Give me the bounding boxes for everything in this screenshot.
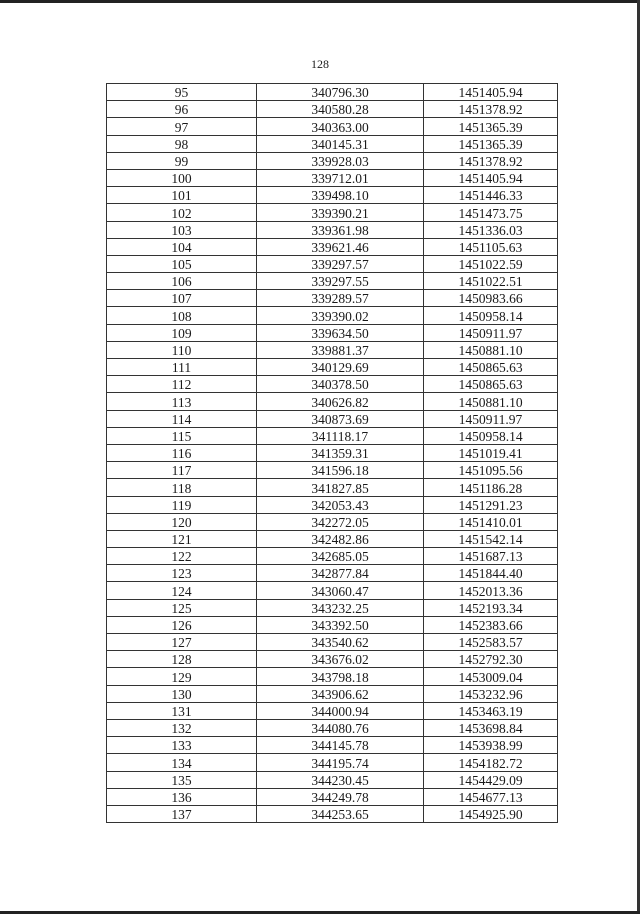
table-row — [107, 238, 558, 255]
table-row — [107, 754, 558, 771]
y-coordinate-cell: 1451378.92 — [424, 152, 558, 169]
x-coordinate-cell: 340626.82 — [257, 393, 424, 410]
table-row — [107, 685, 558, 702]
x-coordinate-cell: 339712.01 — [257, 169, 424, 186]
x-coordinate-cell: 344253.65 — [257, 805, 424, 822]
y-coordinate-cell: 1452193.34 — [424, 599, 558, 616]
x-coordinate-cell: 344249.78 — [257, 788, 424, 805]
y-coordinate-cell: 1450983.66 — [424, 290, 558, 307]
point-number-cell: 126 — [107, 616, 257, 633]
x-coordinate-cell: 340580.28 — [257, 101, 424, 118]
y-coordinate-cell: 1450911.97 — [424, 324, 558, 341]
x-coordinate-cell: 339390.02 — [257, 307, 424, 324]
table-row — [107, 341, 558, 358]
y-coordinate-cell: 1451291.23 — [424, 496, 558, 513]
x-coordinate-cell: 340873.69 — [257, 410, 424, 427]
x-coordinate-cell: 339289.57 — [257, 290, 424, 307]
table-row — [107, 668, 558, 685]
point-number-cell: 127 — [107, 634, 257, 651]
x-coordinate-cell: 341118.17 — [257, 427, 424, 444]
y-coordinate-cell: 1451446.33 — [424, 187, 558, 204]
x-coordinate-cell: 343676.02 — [257, 651, 424, 668]
y-coordinate-cell: 1451542.14 — [424, 530, 558, 547]
table-row — [107, 290, 558, 307]
y-coordinate-cell: 1450865.63 — [424, 376, 558, 393]
y-coordinate-cell: 1451844.40 — [424, 565, 558, 582]
x-coordinate-cell: 344145.78 — [257, 737, 424, 754]
y-coordinate-cell: 1453009.04 — [424, 668, 558, 685]
x-coordinate-cell: 342877.84 — [257, 565, 424, 582]
y-coordinate-cell: 1450958.14 — [424, 307, 558, 324]
y-coordinate-cell: 1451022.59 — [424, 255, 558, 272]
point-number-cell: 123 — [107, 565, 257, 582]
x-coordinate-cell: 342053.43 — [257, 496, 424, 513]
table-row — [107, 135, 558, 152]
table-row — [107, 805, 558, 822]
point-number-cell: 112 — [107, 376, 257, 393]
point-number-cell: 98 — [107, 135, 257, 152]
table-row — [107, 771, 558, 788]
table-row — [107, 548, 558, 565]
table-row — [107, 479, 558, 496]
x-coordinate-cell: 339361.98 — [257, 221, 424, 238]
point-number-cell: 111 — [107, 359, 257, 376]
point-number-cell: 106 — [107, 273, 257, 290]
table-row — [107, 719, 558, 736]
point-number-cell: 121 — [107, 530, 257, 547]
y-coordinate-cell: 1452583.57 — [424, 634, 558, 651]
point-number-cell: 134 — [107, 754, 257, 771]
y-coordinate-cell: 1451336.03 — [424, 221, 558, 238]
point-number-cell: 124 — [107, 582, 257, 599]
point-number-cell: 122 — [107, 548, 257, 565]
point-number-cell: 104 — [107, 238, 257, 255]
x-coordinate-cell: 340363.00 — [257, 118, 424, 135]
table-row — [107, 221, 558, 238]
point-number-cell: 108 — [107, 307, 257, 324]
y-coordinate-cell: 1451022.51 — [424, 273, 558, 290]
x-coordinate-cell: 343540.62 — [257, 634, 424, 651]
table-row — [107, 496, 558, 513]
x-coordinate-cell: 340796.30 — [257, 84, 424, 101]
x-coordinate-cell: 340129.69 — [257, 359, 424, 376]
table-row — [107, 565, 558, 582]
table-row — [107, 204, 558, 221]
table-row — [107, 101, 558, 118]
point-number-cell: 97 — [107, 118, 257, 135]
x-coordinate-cell: 339881.37 — [257, 341, 424, 358]
point-number-cell: 96 — [107, 101, 257, 118]
point-number-cell: 128 — [107, 651, 257, 668]
x-coordinate-cell: 343060.47 — [257, 582, 424, 599]
y-coordinate-cell: 1451365.39 — [424, 135, 558, 152]
x-coordinate-cell: 339297.55 — [257, 273, 424, 290]
y-coordinate-cell: 1450958.14 — [424, 427, 558, 444]
point-number-cell: 125 — [107, 599, 257, 616]
y-coordinate-cell: 1451019.41 — [424, 444, 558, 461]
x-coordinate-cell: 339390.21 — [257, 204, 424, 221]
page-number: 128 — [311, 57, 329, 71]
point-number-cell: 101 — [107, 187, 257, 204]
table-row — [107, 376, 558, 393]
y-coordinate-cell: 1450881.10 — [424, 393, 558, 410]
y-coordinate-cell: 1451410.01 — [424, 513, 558, 530]
point-number-cell: 120 — [107, 513, 257, 530]
y-coordinate-cell: 1451473.75 — [424, 204, 558, 221]
x-coordinate-cell: 344080.76 — [257, 719, 424, 736]
y-coordinate-cell: 1451095.56 — [424, 462, 558, 479]
point-number-cell: 136 — [107, 788, 257, 805]
point-number-cell: 95 — [107, 84, 257, 101]
coordinate-table — [106, 83, 558, 823]
y-coordinate-cell: 1450911.97 — [424, 410, 558, 427]
point-number-cell: 115 — [107, 427, 257, 444]
table-row — [107, 273, 558, 290]
table-row — [107, 530, 558, 547]
point-number-cell: 103 — [107, 221, 257, 238]
y-coordinate-cell: 1452792.30 — [424, 651, 558, 668]
table-row — [107, 393, 558, 410]
table-row — [107, 307, 558, 324]
y-coordinate-cell: 1453938.99 — [424, 737, 558, 754]
x-coordinate-cell: 341359.31 — [257, 444, 424, 461]
point-number-cell: 132 — [107, 719, 257, 736]
y-coordinate-cell: 1452013.36 — [424, 582, 558, 599]
y-coordinate-cell: 1451378.92 — [424, 101, 558, 118]
y-coordinate-cell: 1450865.63 — [424, 359, 558, 376]
x-coordinate-cell: 340145.31 — [257, 135, 424, 152]
table-row — [107, 462, 558, 479]
y-coordinate-cell: 1453463.19 — [424, 702, 558, 719]
table-row — [107, 118, 558, 135]
point-number-cell: 130 — [107, 685, 257, 702]
y-coordinate-cell: 1451687.13 — [424, 548, 558, 565]
table-row — [107, 84, 558, 101]
y-coordinate-cell: 1454677.13 — [424, 788, 558, 805]
table-row — [107, 324, 558, 341]
table-row — [107, 444, 558, 461]
x-coordinate-cell: 339297.57 — [257, 255, 424, 272]
y-coordinate-cell: 1451365.39 — [424, 118, 558, 135]
point-number-cell: 119 — [107, 496, 257, 513]
x-coordinate-cell: 341827.85 — [257, 479, 424, 496]
point-number-cell: 118 — [107, 479, 257, 496]
y-coordinate-cell: 1450881.10 — [424, 341, 558, 358]
y-coordinate-cell: 1451105.63 — [424, 238, 558, 255]
table-row — [107, 582, 558, 599]
table-row — [107, 513, 558, 530]
table-row — [107, 410, 558, 427]
x-coordinate-cell: 343798.18 — [257, 668, 424, 685]
table-row — [107, 702, 558, 719]
table-row — [107, 651, 558, 668]
y-coordinate-cell: 1451186.28 — [424, 479, 558, 496]
x-coordinate-cell: 342272.05 — [257, 513, 424, 530]
y-coordinate-cell: 1453698.84 — [424, 719, 558, 736]
x-coordinate-cell: 339928.03 — [257, 152, 424, 169]
table-row — [107, 169, 558, 186]
x-coordinate-cell: 343232.25 — [257, 599, 424, 616]
y-coordinate-cell: 1454925.90 — [424, 805, 558, 822]
point-number-cell: 129 — [107, 668, 257, 685]
table-row — [107, 152, 558, 169]
table-row — [107, 788, 558, 805]
point-number-cell: 99 — [107, 152, 257, 169]
x-coordinate-cell: 342685.05 — [257, 548, 424, 565]
point-number-cell: 137 — [107, 805, 257, 822]
x-coordinate-cell: 339621.46 — [257, 238, 424, 255]
table-row — [107, 187, 558, 204]
table-row — [107, 255, 558, 272]
table-row — [107, 599, 558, 616]
point-number-cell: 107 — [107, 290, 257, 307]
y-coordinate-cell: 1454182.72 — [424, 754, 558, 771]
x-coordinate-cell: 342482.86 — [257, 530, 424, 547]
y-coordinate-cell: 1451405.94 — [424, 169, 558, 186]
scan-top-edge — [0, 0, 640, 3]
coordinate-table-body — [107, 84, 558, 823]
x-coordinate-cell: 344000.94 — [257, 702, 424, 719]
point-number-cell: 131 — [107, 702, 257, 719]
x-coordinate-cell: 340378.50 — [257, 376, 424, 393]
point-number-cell: 116 — [107, 444, 257, 461]
x-coordinate-cell: 339634.50 — [257, 324, 424, 341]
y-coordinate-cell: 1453232.96 — [424, 685, 558, 702]
point-number-cell: 113 — [107, 393, 257, 410]
point-number-cell: 117 — [107, 462, 257, 479]
y-coordinate-cell: 1451405.94 — [424, 84, 558, 101]
table-row — [107, 359, 558, 376]
point-number-cell: 133 — [107, 737, 257, 754]
point-number-cell: 135 — [107, 771, 257, 788]
x-coordinate-cell: 343392.50 — [257, 616, 424, 633]
table-row — [107, 427, 558, 444]
point-number-cell: 102 — [107, 204, 257, 221]
x-coordinate-cell: 339498.10 — [257, 187, 424, 204]
table-row — [107, 634, 558, 651]
x-coordinate-cell: 344230.45 — [257, 771, 424, 788]
point-number-cell: 110 — [107, 341, 257, 358]
point-number-cell: 114 — [107, 410, 257, 427]
point-number-cell: 105 — [107, 255, 257, 272]
x-coordinate-cell: 343906.62 — [257, 685, 424, 702]
x-coordinate-cell: 341596.18 — [257, 462, 424, 479]
table-row — [107, 616, 558, 633]
point-number-cell: 109 — [107, 324, 257, 341]
point-number-cell: 100 — [107, 169, 257, 186]
table-row — [107, 737, 558, 754]
y-coordinate-cell: 1452383.66 — [424, 616, 558, 633]
y-coordinate-cell: 1454429.09 — [424, 771, 558, 788]
x-coordinate-cell: 344195.74 — [257, 754, 424, 771]
